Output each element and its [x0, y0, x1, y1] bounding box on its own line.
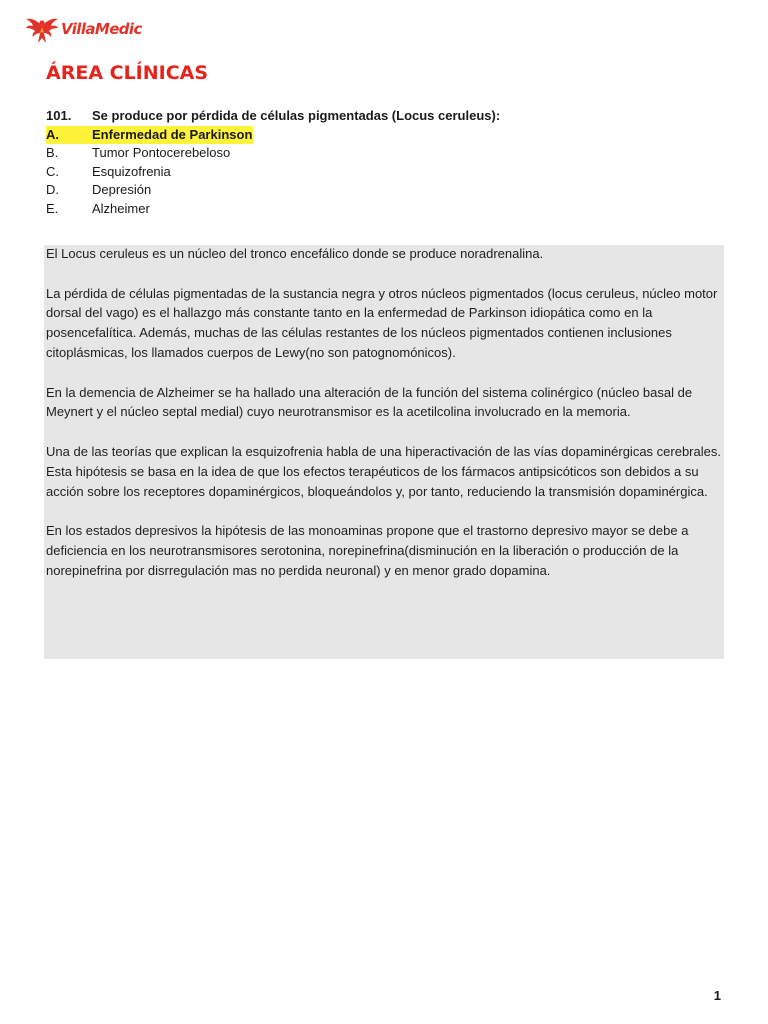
option-a [46, 126, 726, 145]
option-e [46, 200, 726, 219]
section-title: ÁREA CLÍNICAS [46, 62, 209, 84]
explanation-paragraph: Una de las teorías que explican la esquizofrenia habla de una hiperactivación de las vías dopaminérgicas cerebrales. Esta hipótesis se basa en la idea de que los efectos terapéuticos de los fármacos antipsicóticos son debidos a su acción sobre los receptores dopaminérgicos, bloqueándolos y, por tanto, reduciendo la transmisión dopaminérgica. [46, 443, 721, 499]
brand-name: VillaMedic [61, 20, 142, 38]
option-key: C. [46, 163, 59, 179]
brand-logo [25, 12, 142, 46]
option-b [46, 144, 726, 163]
option-key: E. [46, 200, 59, 216]
option-key: D. [46, 182, 59, 197]
correct-answer-highlight [46, 126, 253, 145]
option-text: Esquizofrenia [92, 163, 171, 179]
phoenix-icon [25, 12, 59, 46]
question-header [46, 107, 726, 126]
question-block [46, 107, 726, 218]
option-c [46, 163, 726, 182]
question-text: Se produce por pérdida de células pigmentadas (Locus ceruleus): [92, 108, 501, 123]
option-text: Tumor Pontocerebeloso [92, 145, 231, 160]
option-key: A. [46, 126, 92, 145]
explanation-paragraph: En los estados depresivos la hipótesis de las monoaminas propone que el trastorno depresivo mayor se debe a deficiencia en los neurotransmisores serotonina, norepinefrina(disminución en la liberación o producción de la norepinefrina por disrregulación mas no perdida neuronal) y en menor grado dopamina. [46, 523, 689, 578]
explanation-paragraph: El Locus ceruleus es un núcleo del tronco encefálico donde se produce noradrenalina. [46, 246, 544, 261]
option-text: Enfermedad de Parkinson [92, 126, 253, 142]
explanation-paragraph: La pérdida de células pigmentadas de la sustancia negra y otros núcleos pigmentados (locus ceruleus, núcleo motor dorsal del vago) es el hallazgo más constante tanto en la enfermedad de Parkinson idiopática como en la posencefalítica. Además, muchas de las células restantes de los núcleos pigmentados contienen inclusiones citoplásmicas, los llamados cuerpos de Lewy(no son patognomónicos). [46, 285, 718, 360]
explanation-box [44, 245, 724, 659]
page-number: 1 [713, 988, 721, 1003]
option-text: Depresión [92, 182, 152, 197]
option-d [46, 181, 726, 200]
explanation-paragraph: En la demencia de Alzheimer se ha hallado una alteración de la función del sistema colinérgico (núcleo basal de Meynert y el núcleo septal medial) cuyo neurotransmisor es la acetilcolina involucrado en la memoria. [46, 384, 693, 420]
option-key: B. [46, 145, 59, 160]
question-number: 101. [46, 108, 72, 123]
option-text: Alzheimer [92, 200, 150, 216]
